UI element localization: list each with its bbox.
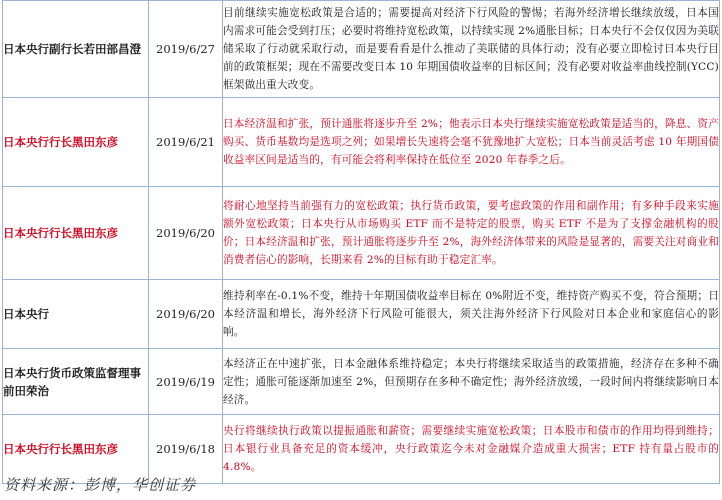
speaker-cell: 日本央行行长黑田东彦 <box>3 187 149 280</box>
date-cell: 2019/6/27 <box>149 1 223 98</box>
statement-cell: 本经济正在中速扩张，日本金融体系维持稳定；本央行将继续采取适当的政策措施，经济存在多种不确定性；通胀可能逐渐加速至 2%，但预期存在多种不确定性；海外经济放缓，一段时间内将继续影响日本经济。 <box>223 349 720 415</box>
table-row <box>3 349 720 415</box>
speaker-cell: 日本央行行长黑田东彦 <box>3 415 149 484</box>
policy-statements-sheet <box>2 0 720 484</box>
date-cell: 2019/6/20 <box>149 280 223 349</box>
source-note: 资料来源：彭博，华创证券 <box>4 476 197 494</box>
table-row <box>3 98 720 187</box>
policy-statements-table <box>2 0 720 484</box>
date-cell: 2019/6/21 <box>149 98 223 187</box>
speaker-cell: 日本央行行长黑田东彦 <box>3 98 149 187</box>
speaker-cell: 日本央行 <box>3 280 149 349</box>
statement-cell: 央行将继续执行政策以提振通胀和薪资；需要继续实施宽松政策；日本股市和债市的作用均得到维持；日本银行业具备充足的资本缓冲，央行政策迄今未对金融媒介造成重大损害；ETF 持有量占股市的 4.8%。 <box>223 415 720 484</box>
speaker-cell: 日本央行货币政策监督理事前田荣治 <box>3 349 149 415</box>
statement-cell: 目前继续实施宽松政策是合适的；需要提高对经济下行风险的警惕；若海外经济增长继续放缓，日本国内需求可能会受到打压；必要时将维持宽松政策，以持续实现 2%通胀目标；日本央行不会仅仅因为美联储采取了行动就采取行动，而是要看看是什么推动了美联储的具体行动；没有必要立即检讨日本央行目前的政策框架；现在不需要改变日本 10 年期国债收益率的目标区间；没有必要对收益率曲线控制(YCC)框架做出重大改变。 <box>223 1 720 98</box>
statement-cell: 维持利率在-0.1%不变，维持十年期国债收益率目标在 0%附近不变，维持资产购买不变，符合预期；日本经济温和增长，海外经济下行风险可能很大，须关注海外经济下行风险对日本企业和家庭信心的影响。 <box>223 280 720 349</box>
date-cell: 2019/6/19 <box>149 349 223 415</box>
statement-cell: 日本经济温和扩张，预计通胀将逐步升至 2%；他表示日本央行继续实施宽松政策是适当的，降息、资产购买、货币基数均是选项之列；如果增长失速将会毫不犹豫地扩大宽松；日本当前灵活考虑 10 年期国债收益率区间是适当的，有可能会将利率保持在低位至 2020 年春季之后。 <box>223 98 720 187</box>
table-row <box>3 280 720 349</box>
speaker-cell: 日本央行副行长若田部昌澄 <box>3 1 149 98</box>
table-row <box>3 1 720 98</box>
table-row <box>3 187 720 280</box>
date-cell: 2019/6/20 <box>149 187 223 280</box>
statement-cell: 将耐心地坚持当前强有力的宽松政策；执行货币政策，要考虑政策的作用和副作用；有多种手段来实施额外宽松政策；日本央行从市场购买 ETF 而不是特定的股票，购买 ETF 不是为了支撑金融机构的股价；日本经济温和扩张，预计通胀将逐步升至 2%，海外经济体带来的风险是显著的，需要关注对商业和消费者信心的影响，长期来看 2%的目标有助于稳定汇率。 <box>223 187 720 280</box>
date-cell: 2019/6/18 <box>149 415 223 484</box>
